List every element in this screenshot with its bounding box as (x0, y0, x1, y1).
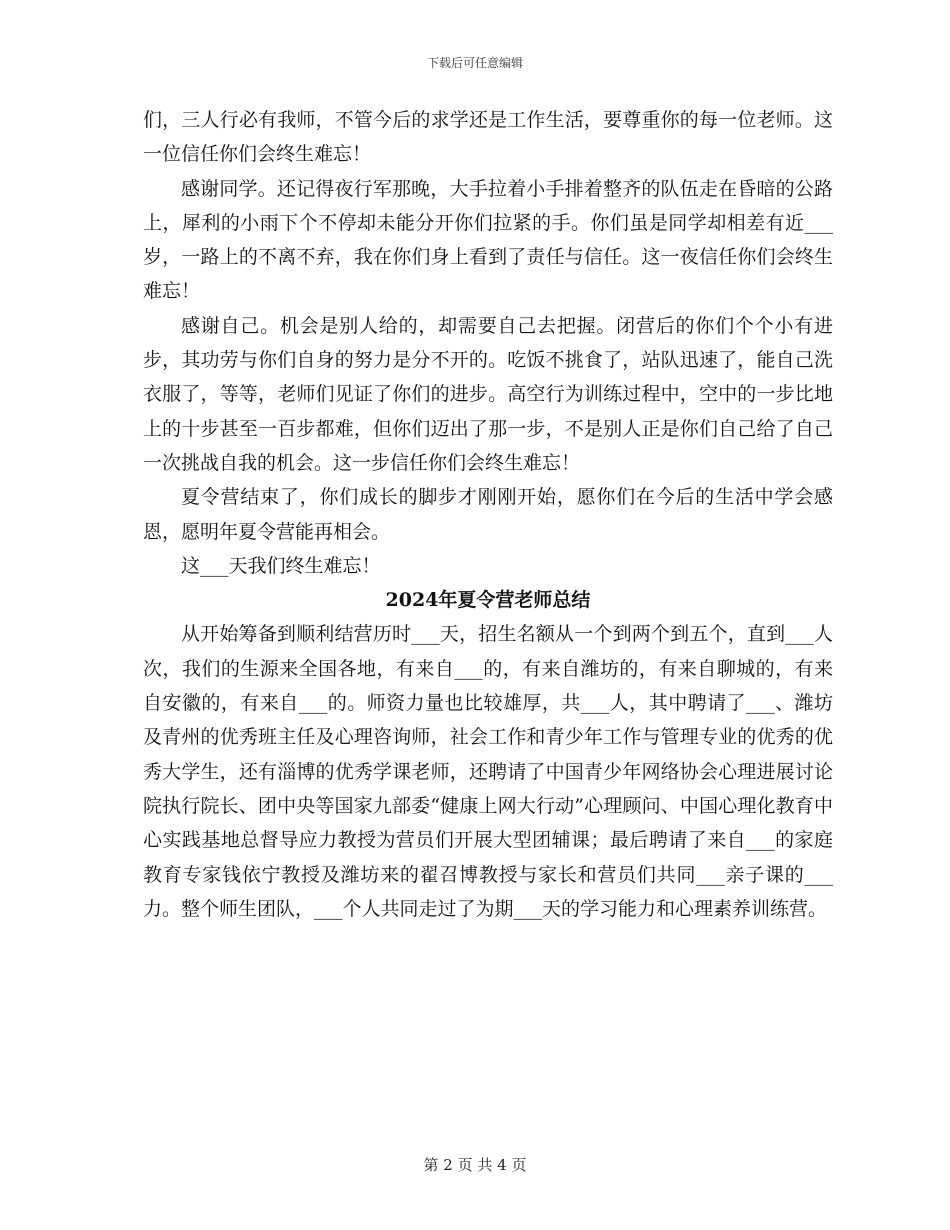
paragraph-closing: 这___天我们终生难忘！ (181, 554, 381, 577)
document-body (143, 103, 833, 926)
paragraph-thank-self: 感谢自己。机会是别人给的，却需要自己去把握。闭营后的你们个个小有进步，其功劳与你们自身的努力是分不开的。吃饭不挑食了，站队迅速了，能自己洗衣服了，等等，老师们见证了你们的进步。高空行为训练过程中，空中的一步比地上的十步甚至一百步都难，但你们迈出了那一步，不是别人正是你们自己给了自己一次挑战自我的机会。这一步信任你们会终生难忘！ (143, 314, 833, 474)
page-header: 下载后可任意编辑 (426, 56, 523, 70)
paragraph-continued: 们，三人行必有我师，不管今后的求学还是工作生活，要尊重你的每一位老师。这一位信任你们会终生难忘！ (143, 109, 833, 166)
paragraph-summary: 从开始筹备到顺利结营历时___天，招生名额从一个到两个到五个，直到___人次，我们的生源来全国各地，有来自___的，有来自潍坊的，有来自聊城的，有来自安徽的，有来自___的。师资力量也比较雄厚，共___人，其中聘请了___、潍坊及青州的优秀班主任及心理咨询师，社会工作和青少年工作与管理专业的优秀的优秀大学生，还有淄博的优秀学课老师，还聘请了中国青少年网络协会心理进展讨论院执行院长、团中央等国家九部委“健康上网大行动”心理顾问、中国心理化教育中心实践基地总督导应力教授为营员们开展大型团辅课；最后聘请了来自___的家庭教育专家钱依宁教授及潍坊来的翟召博教授与家长和营员们共同___亲子课的___力。整个师生团队，___个人共同走过了为期___天的学习能力和心理素养训练营。 (143, 623, 833, 920)
paragraph-thank-classmates: 感谢同学。还记得夜行军那晚，大手拉着小手排着整齐的队伍走在昏暗的公路上，犀利的小雨下个不停却未能分开你们拉紧的手。你们虽是同学却相差有近___岁，一路上的不离不弃，我在你们身上看到了责任与信任。这一夜信任你们会终生难忘！ (143, 177, 833, 303)
page-number: 第 2 页 共 4 页 (423, 1156, 527, 1174)
paragraph-camp-end: 夏令营结束了，你们成长的脚步才刚刚开始，愿你们在今后的生活中学会感恩，愿明年夏令营能再相会。 (143, 486, 833, 543)
section-title: 2024年夏令营老师总结 (385, 589, 591, 612)
